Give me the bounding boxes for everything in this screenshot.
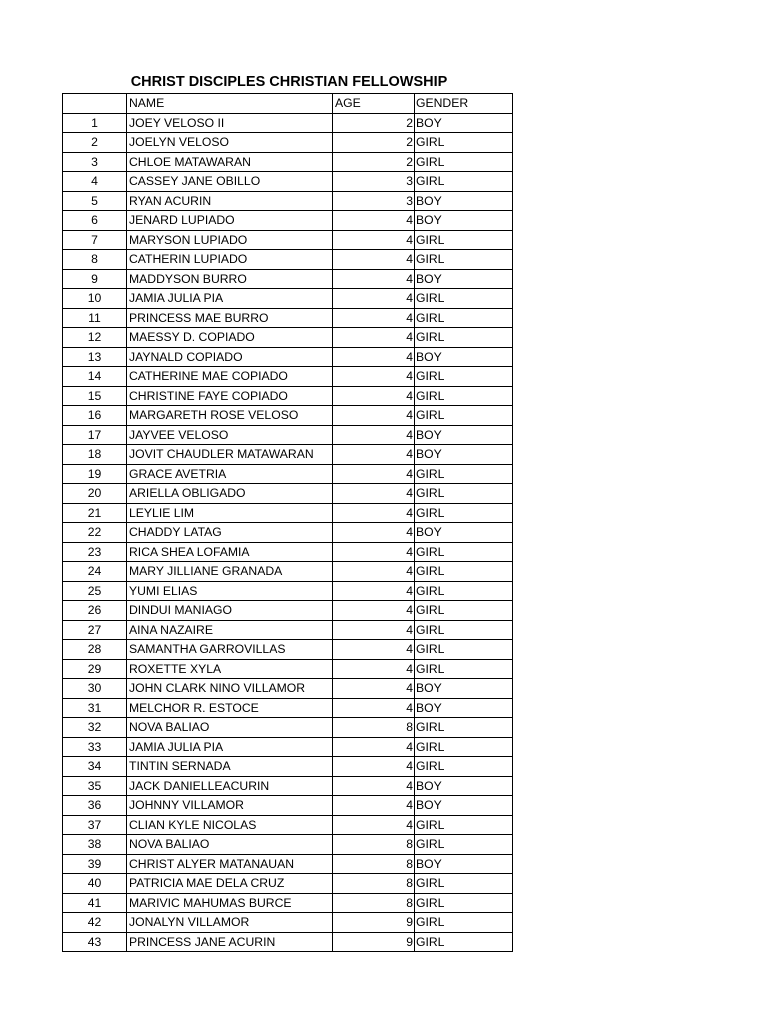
row-name: NOVA BALIAO [127,835,333,855]
table-row [63,367,513,387]
row-age: 3 [333,191,415,211]
row-name: SAMANTHA GARROVILLAS [127,640,333,660]
row-name: MARYSON LUPIADO [127,230,333,250]
row-name: CATHERINE MAE COPIADO [127,367,333,387]
row-number: 5 [63,191,127,211]
row-name: JAMIA JULIA PIA [127,737,333,757]
row-gender: BOY [415,679,513,699]
row-number: 3 [63,152,127,172]
row-age: 4 [333,737,415,757]
row-gender: GIRL [415,503,513,523]
row-gender: GIRL [415,542,513,562]
row-age: 4 [333,640,415,660]
row-gender: BOY [415,269,513,289]
row-number: 32 [63,718,127,738]
row-number: 15 [63,386,127,406]
row-name: RICA SHEA LOFAMIA [127,542,333,562]
document-title: CHRIST DISCIPLES CHRISTIAN FELLOWSHIP [130,74,448,90]
row-number: 18 [63,445,127,465]
row-name: RYAN ACURIN [127,191,333,211]
row-number: 33 [63,737,127,757]
row-gender: GIRL [415,757,513,777]
row-name: PRINCESS MAE BURRO [127,308,333,328]
row-number: 22 [63,523,127,543]
row-name: JAYNALD COPIADO [127,347,333,367]
table-row [63,406,513,426]
header-row [63,94,513,114]
table-row [63,698,513,718]
table-row [63,425,513,445]
row-number: 2 [63,133,127,153]
row-gender: BOY [415,776,513,796]
roster-table [62,93,513,952]
row-number: 4 [63,172,127,192]
row-gender: GIRL [415,893,513,913]
row-number: 25 [63,581,127,601]
row-gender: GIRL [415,581,513,601]
row-number: 1 [63,113,127,133]
row-gender: GIRL [415,620,513,640]
row-gender: GIRL [415,913,513,933]
row-number: 10 [63,289,127,309]
row-age: 3 [333,172,415,192]
row-name: CHRISTINE FAYE COPIADO [127,386,333,406]
row-age: 4 [333,328,415,348]
table-row [63,542,513,562]
table-row [63,191,513,211]
row-name: CHRIST ALYER MATANAUAN [127,854,333,874]
table-row [63,484,513,504]
table-row [63,464,513,484]
table-row [63,893,513,913]
row-number: 30 [63,679,127,699]
row-age: 8 [333,835,415,855]
row-gender: GIRL [415,835,513,855]
row-number: 11 [63,308,127,328]
row-age: 2 [333,113,415,133]
row-age: 4 [333,347,415,367]
table-row [63,601,513,621]
row-gender: BOY [415,854,513,874]
row-age: 4 [333,562,415,582]
row-number: 6 [63,211,127,231]
table-row [63,523,513,543]
table-row [63,386,513,406]
row-age: 4 [333,308,415,328]
row-number: 7 [63,230,127,250]
row-name: CASSEY JANE OBILLO [127,172,333,192]
row-number: 41 [63,893,127,913]
row-number: 40 [63,874,127,894]
row-number: 34 [63,757,127,777]
row-number: 24 [63,562,127,582]
header-age: AGE [333,94,415,114]
table-row [63,679,513,699]
table-row [63,211,513,231]
row-gender: BOY [415,796,513,816]
row-number: 28 [63,640,127,660]
row-name: GRACE AVETRIA [127,464,333,484]
row-gender: GIRL [415,601,513,621]
row-name: PATRICIA MAE DELA CRUZ [127,874,333,894]
row-name: PRINCESS JANE ACURIN [127,932,333,952]
row-name: MADDYSON BURRO [127,269,333,289]
row-number: 16 [63,406,127,426]
row-name: CHADDY LATAG [127,523,333,543]
row-age: 9 [333,913,415,933]
row-age: 4 [333,211,415,231]
row-number: 17 [63,425,127,445]
row-gender: GIRL [415,133,513,153]
row-age: 4 [333,406,415,426]
row-name: MELCHOR R. ESTOCE [127,698,333,718]
table-row [63,503,513,523]
row-name: JACK DANIELLEACURIN [127,776,333,796]
row-number: 21 [63,503,127,523]
row-name: JOELYN VELOSO [127,133,333,153]
row-number: 19 [63,464,127,484]
row-age: 4 [333,620,415,640]
row-gender: GIRL [415,815,513,835]
row-name: LEYLIE LIM [127,503,333,523]
row-number: 36 [63,796,127,816]
row-age: 9 [333,932,415,952]
table-row [63,347,513,367]
row-number: 42 [63,913,127,933]
row-gender: BOY [415,445,513,465]
row-age: 4 [333,386,415,406]
row-gender: BOY [415,425,513,445]
row-age: 2 [333,152,415,172]
row-age: 4 [333,698,415,718]
table-row [63,562,513,582]
table-row [63,796,513,816]
table-row [63,133,513,153]
row-gender: GIRL [415,386,513,406]
row-name: AINA NAZAIRE [127,620,333,640]
row-gender: GIRL [415,328,513,348]
row-name: NOVA BALIAO [127,718,333,738]
row-number: 39 [63,854,127,874]
row-gender: BOY [415,523,513,543]
row-age: 4 [333,503,415,523]
row-name: JAYVEE VELOSO [127,425,333,445]
row-age: 4 [333,464,415,484]
row-gender: GIRL [415,250,513,270]
row-gender: GIRL [415,289,513,309]
row-name: MARGARETH ROSE VELOSO [127,406,333,426]
row-number: 38 [63,835,127,855]
row-gender: GIRL [415,172,513,192]
row-name: MARIVIC MAHUMAS BURCE [127,893,333,913]
table-row [63,737,513,757]
row-gender: GIRL [415,230,513,250]
table-row [63,776,513,796]
row-gender: BOY [415,211,513,231]
row-number: 23 [63,542,127,562]
row-number: 37 [63,815,127,835]
row-gender: BOY [415,191,513,211]
row-age: 4 [333,445,415,465]
table-row [63,230,513,250]
row-age: 4 [333,601,415,621]
row-number: 29 [63,659,127,679]
row-number: 35 [63,776,127,796]
row-gender: GIRL [415,152,513,172]
table-row [63,932,513,952]
row-name: YUMI ELIAS [127,581,333,601]
row-gender: GIRL [415,367,513,387]
row-age: 4 [333,289,415,309]
table-row [63,250,513,270]
row-age: 4 [333,757,415,777]
table-row [63,289,513,309]
table-row [63,445,513,465]
row-name: JENARD LUPIADO [127,211,333,231]
row-name: JAMIA JULIA PIA [127,289,333,309]
table-row [63,718,513,738]
row-number: 9 [63,269,127,289]
table-row [63,620,513,640]
row-gender: GIRL [415,718,513,738]
row-gender: GIRL [415,659,513,679]
row-gender: BOY [415,347,513,367]
row-age: 4 [333,269,415,289]
row-gender: GIRL [415,737,513,757]
row-number: 14 [63,367,127,387]
row-number: 27 [63,620,127,640]
row-name: MARY JILLIANE GRANADA [127,562,333,582]
row-number: 20 [63,484,127,504]
row-number: 12 [63,328,127,348]
row-gender: GIRL [415,484,513,504]
row-age: 4 [333,367,415,387]
row-name: CLIAN KYLE NICOLAS [127,815,333,835]
table-row [63,172,513,192]
row-name: JONALYN VILLAMOR [127,913,333,933]
row-number: 8 [63,250,127,270]
header-number [63,94,127,114]
row-number: 26 [63,601,127,621]
row-gender: GIRL [415,932,513,952]
row-number: 13 [63,347,127,367]
row-age: 8 [333,893,415,913]
row-name: MAESSY D. COPIADO [127,328,333,348]
row-gender: GIRL [415,640,513,660]
header-gender: GENDER [415,94,513,114]
table-row [63,854,513,874]
table-row [63,874,513,894]
row-age: 8 [333,874,415,894]
row-name: ARIELLA OBLIGADO [127,484,333,504]
table-row [63,815,513,835]
row-age: 4 [333,796,415,816]
row-age: 4 [333,542,415,562]
row-name: DINDUI MANIAGO [127,601,333,621]
row-age: 4 [333,776,415,796]
table-row [63,308,513,328]
row-number: 31 [63,698,127,718]
row-number: 43 [63,932,127,952]
row-gender: GIRL [415,874,513,894]
row-gender: BOY [415,113,513,133]
row-name: ROXETTE XYLA [127,659,333,679]
row-name: JOVIT CHAUDLER MATAWARAN [127,445,333,465]
row-gender: BOY [415,698,513,718]
header-name: NAME [127,94,333,114]
row-age: 4 [333,659,415,679]
row-gender: GIRL [415,464,513,484]
table-row [63,913,513,933]
row-age: 4 [333,679,415,699]
table-row [63,640,513,660]
row-age: 4 [333,484,415,504]
row-gender: GIRL [415,308,513,328]
row-age: 8 [333,718,415,738]
table-row [63,835,513,855]
row-name: CHLOE MATAWARAN [127,152,333,172]
row-age: 4 [333,230,415,250]
row-age: 4 [333,425,415,445]
row-age: 8 [333,854,415,874]
row-age: 4 [333,250,415,270]
row-name: JOHN CLARK NINO VILLAMOR [127,679,333,699]
table-row [63,152,513,172]
row-name: CATHERIN LUPIADO [127,250,333,270]
row-age: 2 [333,133,415,153]
table-row [63,328,513,348]
table-row [63,269,513,289]
table-row [63,113,513,133]
row-age: 4 [333,581,415,601]
row-name: JOEY VELOSO II [127,113,333,133]
row-gender: GIRL [415,562,513,582]
row-gender: GIRL [415,406,513,426]
table-row [63,581,513,601]
row-name: JOHNNY VILLAMOR [127,796,333,816]
row-name: TINTIN SERNADA [127,757,333,777]
row-age: 4 [333,523,415,543]
row-age: 4 [333,815,415,835]
table-row [63,757,513,777]
table-row [63,659,513,679]
